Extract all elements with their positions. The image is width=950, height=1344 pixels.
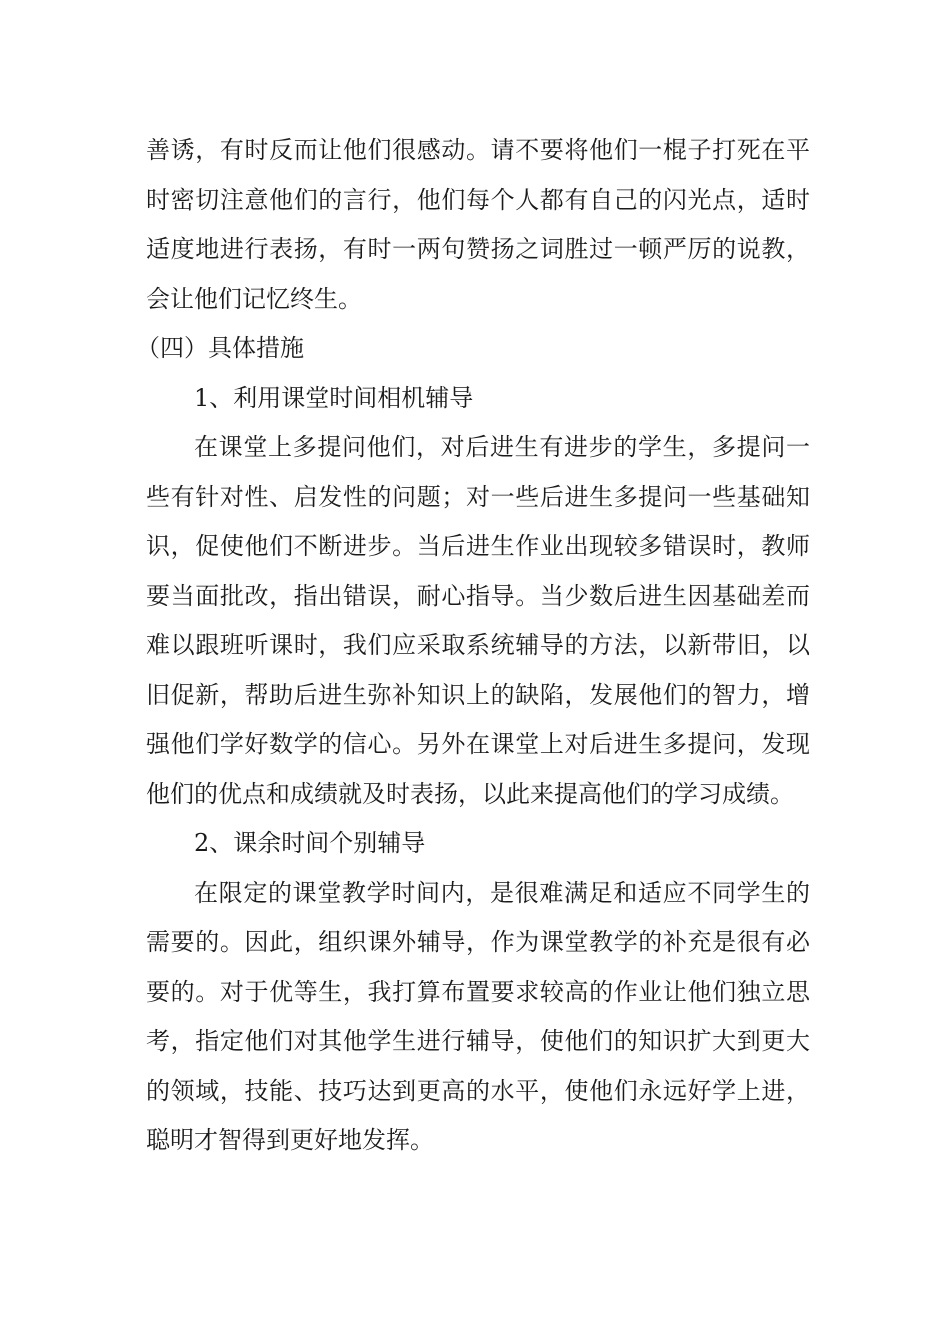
- section-heading-4: （四）具体措施: [136, 334, 304, 362]
- subsection-heading-1: 1、利用课堂时间相机辅导: [194, 383, 474, 412]
- subsection-heading-2: 2、课余时间个别辅导: [194, 829, 426, 857]
- document-body: [136, 126, 810, 1166]
- paragraph-classroom-tutoring: 在课堂上多提问他们，对后进生有进步的学生，多提问一些有针对性、启发性的问题；对一些后进生多提问一些基础知识，促使他们不断进步。当后进生作业出现较多错误时，教师要当面批改，指出错误，耐心指导。当少数后进生因基础差而难以跟班听课时，我们应采取系统辅导的方法，以新带旧，以旧促新，帮助后进生弥补知识上的缺陷，发展他们的智力，增强他们学好数学的信心。另外在课堂上对后进生多提问，发现他们的优点和成绩就及时表扬，以此来提高他们的学习成绩。: [146, 433, 810, 808]
- paragraph-continuation: 善诱，有时反而让他们很感动。请不要将他们一棍子打死在平时密切注意他们的言行，他们每个人都有自己的闪光点，适时适度地进行表扬，有时一两句赞扬之词胜过一顿严厉的说教，会让他们记忆终生。: [146, 136, 810, 313]
- paragraph-after-class-tutoring: 在限定的课堂教学时间内，是很难满足和适应不同学生的需要的。因此，组织课外辅导，作为课堂教学的补充是很有必要的。对于优等生，我打算布置要求较高的作业让他们独立思考，指定他们对其他学生进行辅导，使他们的知识扩大到更大的领域，技能、技巧达到更高的水平，使他们永远好学上进，聪明才智得到更好地发挥。: [146, 878, 810, 1154]
